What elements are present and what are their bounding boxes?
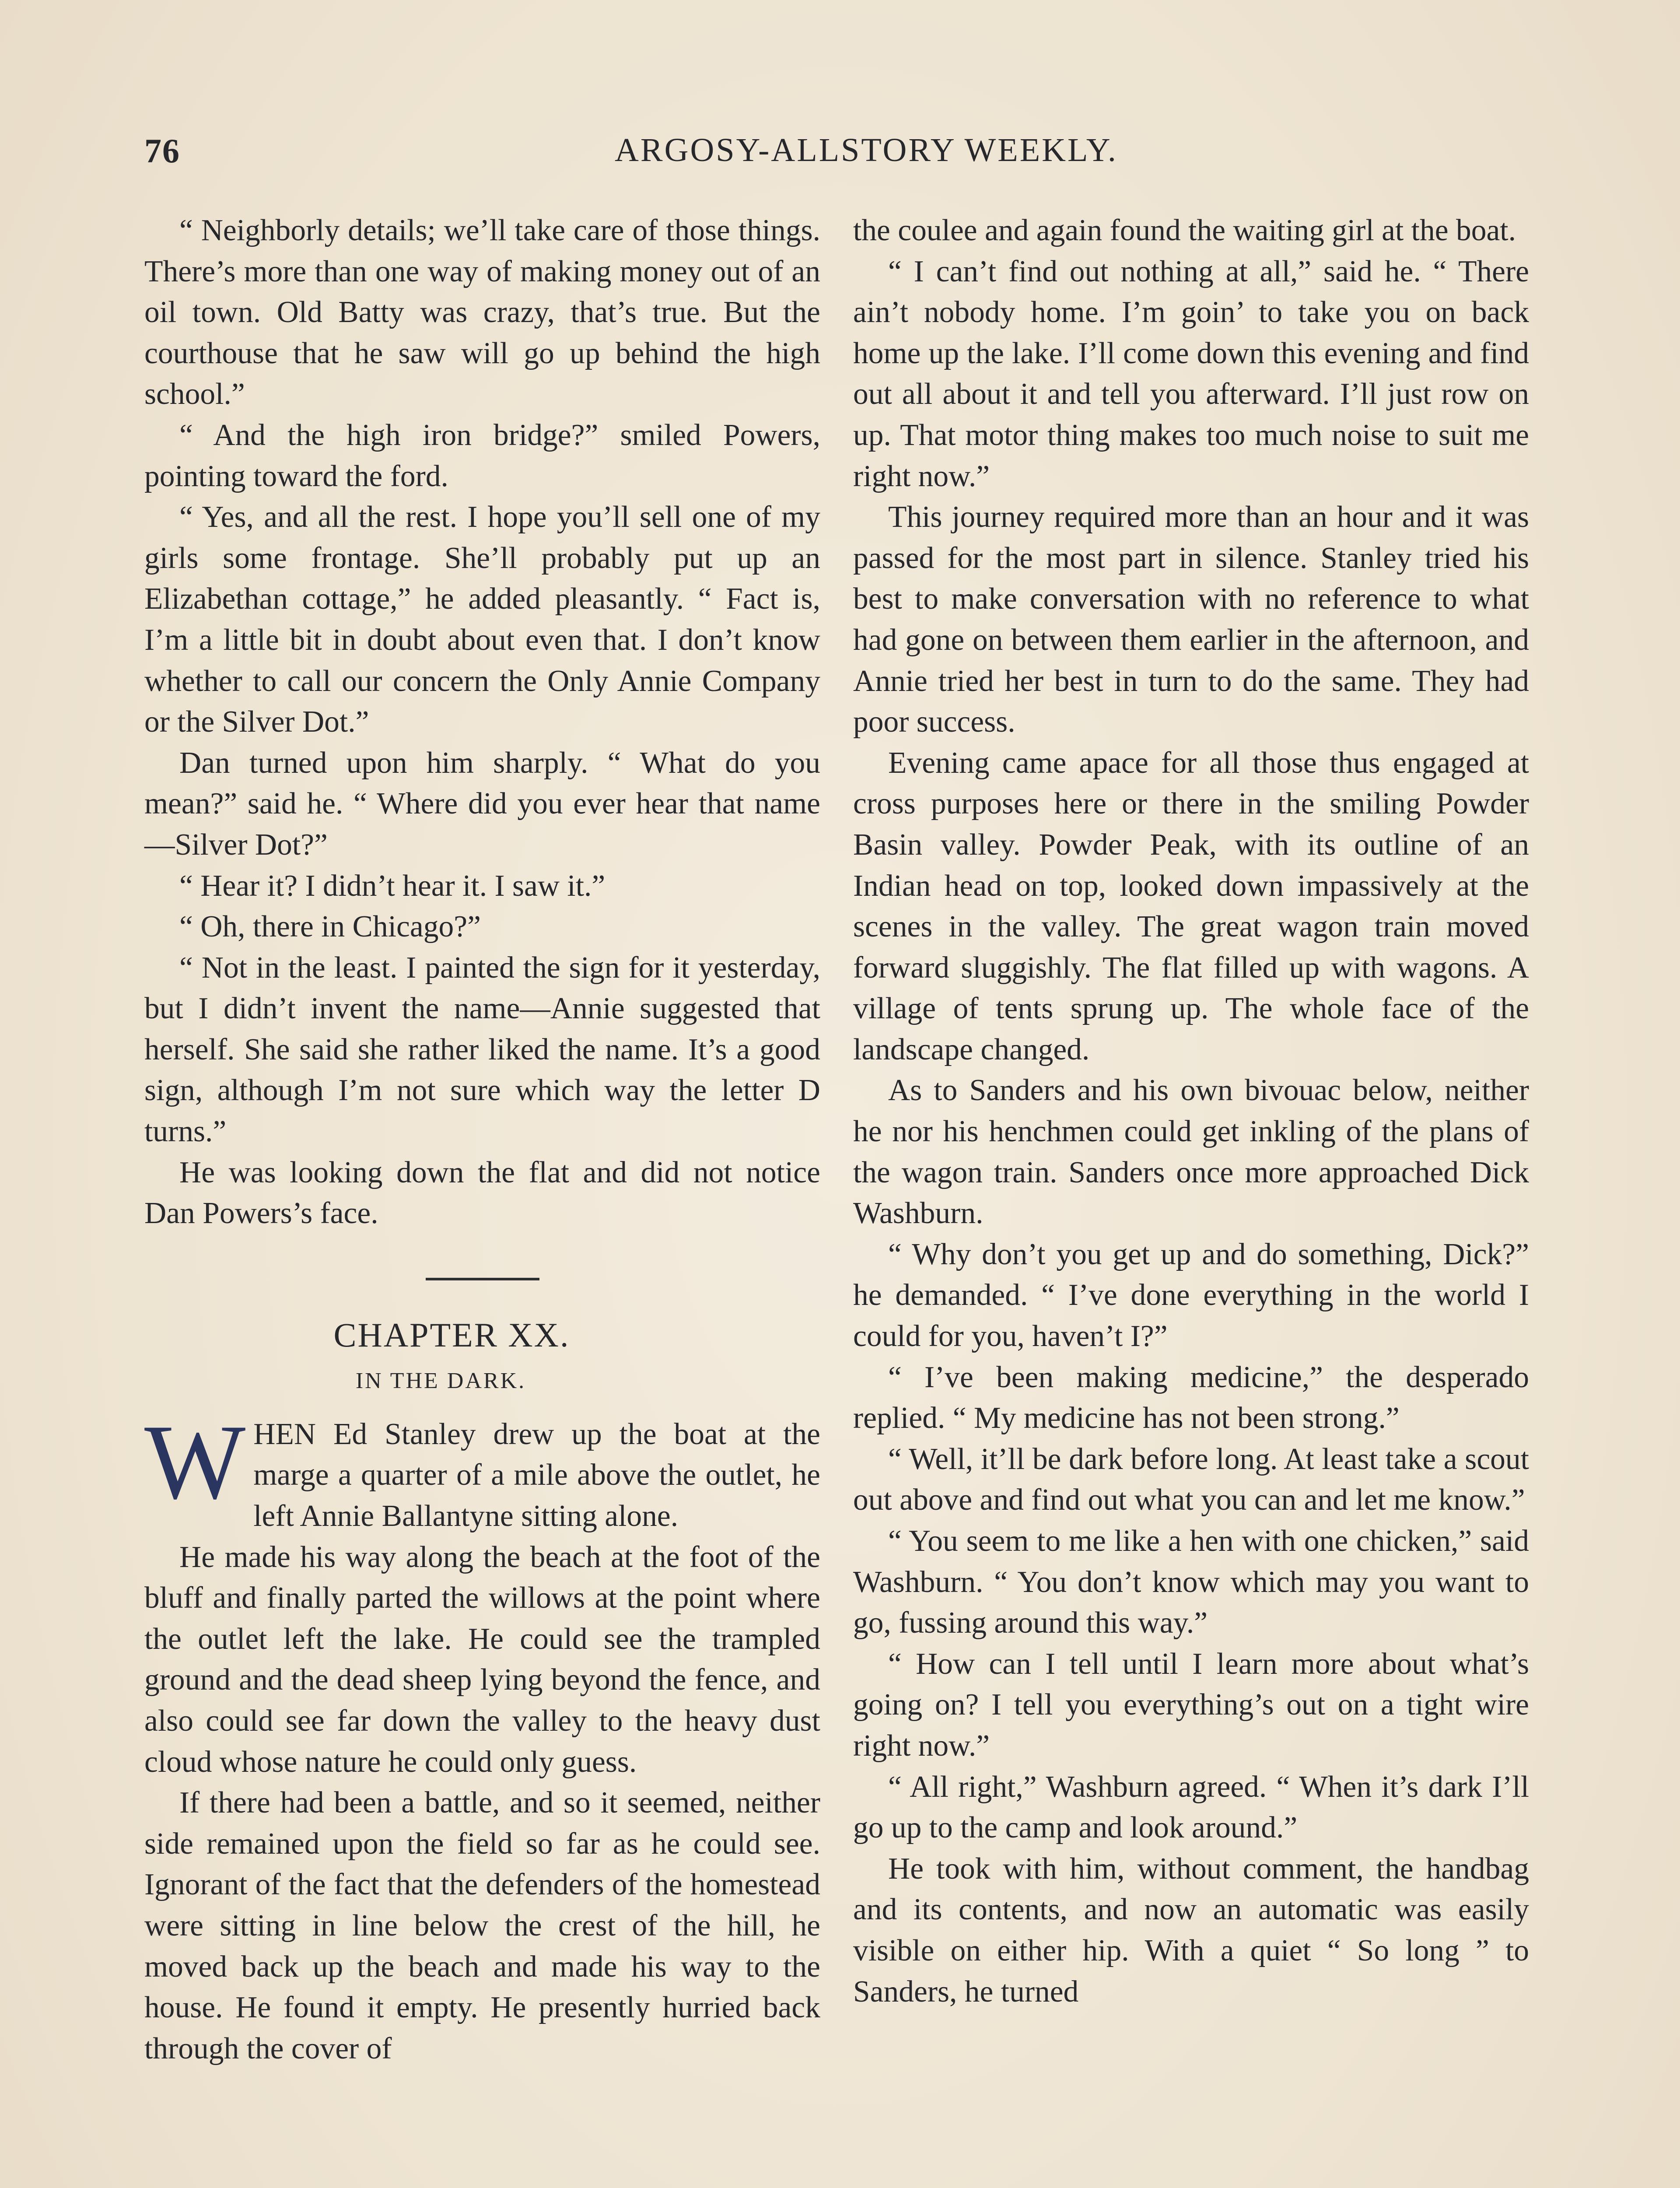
paragraph: “ Yes, and all the rest. I hope you’ll sell one of my girls some frontage. She’ll probably put up an Elizabethan cottage,” he added pleasantly. “ Fact is, I’m a little bit in doubt about even that. I don’t know whether to call our concern the Only Annie Company or the Silver Dot.” — [144, 500, 820, 739]
paragraph: “ Oh, there in Chicago?” — [179, 910, 481, 944]
paragraph: As to Sanders and his own bivouac below, neither he nor his henchmen could get inkling of the plans of the wagon train. Sanders once more approached Dick Washburn. — [853, 1073, 1529, 1231]
chapter-title: CHAPTER XX. — [333, 1315, 570, 1354]
paragraph: He made his way along the beach at the foot of the bluff and finally parted the willows at the point where the outlet left the lake. He could see the trampled ground and the dead sheep lying beyond the fence, and also could see far down the valley to the heavy dust cloud whose nature he could only guess. — [144, 1540, 820, 1779]
left-column — [144, 210, 820, 2069]
page-header — [144, 131, 1536, 179]
paragraph: Dan turned upon him sharply. “ What do you mean?” said he. “ Where did you ever hear that name—Silver Dot?” — [144, 746, 820, 862]
paragraph: “ And the high iron bridge?” smiled Powers, pointing toward the ford. — [144, 418, 820, 493]
chapter-subtitle: IN THE DARK. — [355, 1368, 526, 1393]
paragraph: “ Hear it? I didn’t hear it. I saw it.” — [179, 869, 606, 903]
paragraph: If there had been a battle, and so it seemed, neither side remained upon the field so far as he could see. Ignorant of the fact that the defenders of the homestead were sitting in line below the crest of the hill, he moved back up the beach and made his way to the house. He found it empty. He presently hurried back through the cover of — [144, 1786, 820, 2065]
paragraph: This journey required more than an hour and it was passed for the most part in silence. Stanley tried his best to make conversation with no reference to what had gone on between them earlier in the afternoon, and Annie tried her best in turn to do the same. They had poor success. — [853, 500, 1529, 739]
paragraph: “ I’ve been making medicine,” the desperado replied. “ My medicine has not been strong.” — [853, 1360, 1529, 1435]
paragraph: “ How can I tell until I learn more about what’s going on? I tell you everything’s out on a tight wire right now.” — [853, 1647, 1529, 1763]
paragraph: “ Not in the least. I painted the sign for it yesterday, but I didn’t invent the name—Annie suggested that herself. She said she rather liked the name. It’s a good sign, although I’m not sure which way the letter D turns.” — [144, 950, 820, 1149]
running-title: ARGOSY-ALLSTORY WEEKLY. — [615, 132, 1118, 168]
paragraph: He was looking down the flat and did not notice Dan Powers’s face. — [144, 1155, 820, 1231]
paragraph: He took with him, without comment, the handbag and its contents, and now an automatic was easily visible on either hip. With a quiet “ So long ” to Sanders, he turned — [853, 1851, 1529, 2009]
opening-paragraph — [144, 1402, 820, 1537]
paragraph: “ All right,” Washburn agreed. “ When it’s dark I’ll go up to the camp and look around.” — [853, 1770, 1529, 1845]
paragraph: “ Well, it’ll be dark before long. At least take a scout out above and find out what you can and let me know.” — [853, 1442, 1529, 1517]
paragraph: Evening came apace for all those thus engaged at cross purposes here or there in the smiling Powder Basin valley. Powder Peak, with its outline of an Indian head on top, looked down impassively at the scenes in the valley. The great wagon train moved forward sluggishly. The flat filled up with wagons. A village of tents sprung up. The whole face of the landscape changed. — [853, 746, 1529, 1066]
paragraph: “ Why don’t you get up and do something, Dick?” he demanded. “ I’ve done everything in the world I could for you, haven’t I?” — [853, 1237, 1529, 1353]
page-number: 76 — [144, 132, 180, 170]
paragraph: “ You seem to me like a hen with one chicken,” said Washburn. “ You don’t know which may you want to go, fussing around this way.” — [853, 1524, 1529, 1640]
paragraph: “ I can’t find out nothing at all,” said he. “ There ain’t nobody home. I’m goin’ to take you on back home up the lake. I’ll come down this evening and find out all about it and tell you afterward. I’ll just row on up. That motor thing makes too much noise to suit me right now.” — [853, 254, 1529, 493]
paragraph: “ Neighborly details; we’ll take care of those things. There’s more than one way of making money out of an oil town. Old Batty was crazy, that’s true. But the courthouse that he saw will go up behind the high school.” — [144, 214, 820, 411]
continued-paragraph: the coulee and again found the waiting girl at the boat. — [853, 214, 1516, 247]
opening-text: HEN Ed Stanley drew up the boat at the marge a quarter of a mile above the outlet, he left Annie Ballantyne sitting alone. — [253, 1417, 820, 1533]
right-column — [853, 210, 1529, 2012]
section-divider — [426, 1278, 539, 1280]
drop-cap: W — [144, 1402, 246, 1521]
